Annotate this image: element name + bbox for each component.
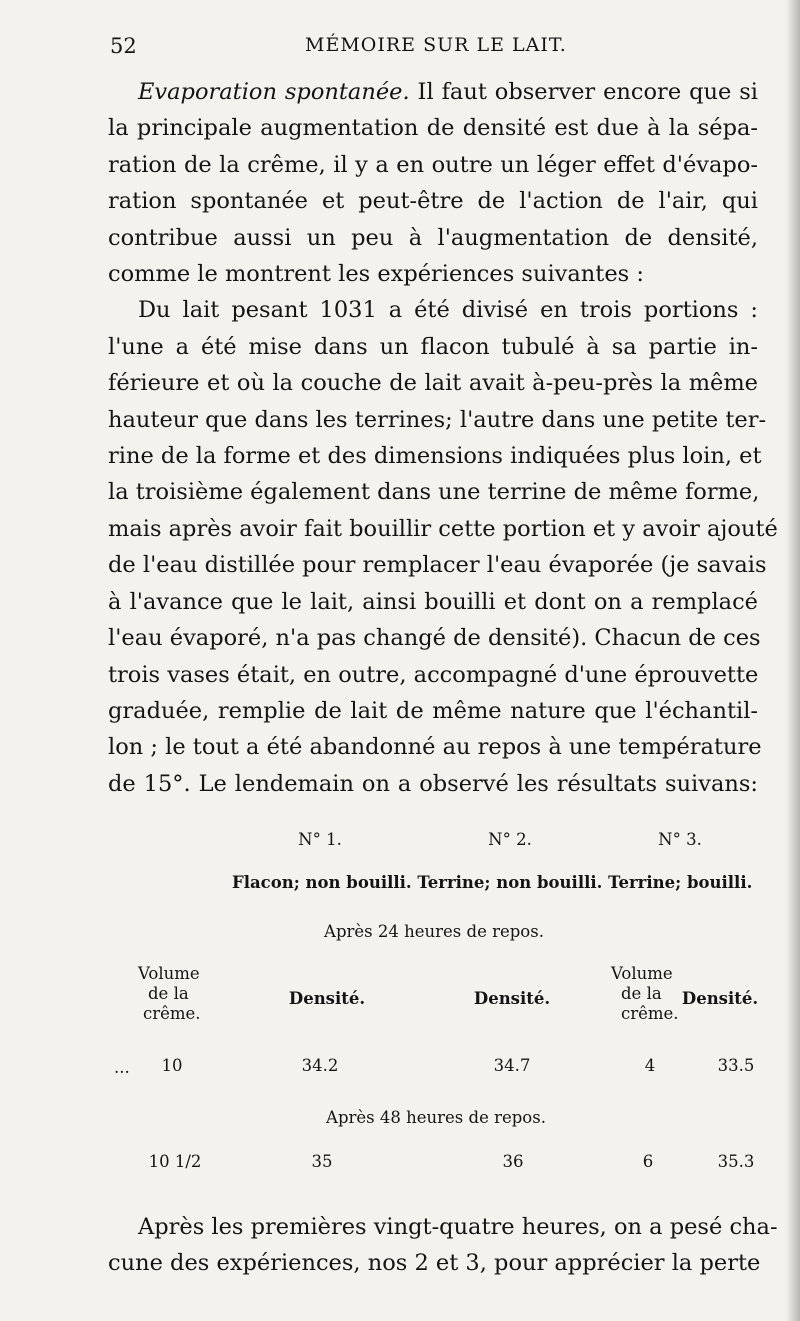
text-line: l'eau évaporé, n'a pas changé de densité). Chacun de ces (108, 625, 761, 652)
text-line: Du lait pesant 1031 a été divisé en trois portions : (138, 297, 758, 324)
text-line: ration spontanée et peut-être de l'action de l'air, qui (108, 188, 758, 215)
text-line: ration de la crême, il y a en outre un léger effet d'évapo- (108, 151, 758, 178)
header-line: crême. (621, 1004, 679, 1023)
text-line: mais après avoir fait bouillir cette portion et y avoir ajouté (108, 515, 778, 542)
table-cell: 35 (311, 1152, 333, 1171)
text-line: la troisième également dans une terrine de même forme, (108, 479, 760, 506)
text-line: Après les premières vingt-quatre heures, on a pesé cha- (138, 1214, 778, 1240)
text-line: graduée, remplie de lait de même nature que l'échantil- (108, 697, 758, 724)
header-line: Volume (138, 964, 200, 983)
page-number: 52 (110, 34, 137, 58)
text-line: lon ; le tout a été abandonné au repos à une température (108, 734, 762, 761)
text-line-rest: Il faut observer encore que si (409, 79, 758, 105)
after-48h-label: Après 48 heures de repos. (326, 1108, 546, 1127)
after-24h-label: Après 24 heures de repos. (324, 922, 544, 941)
text-line: hauteur que dans les terrines; l'autre dans une petite ter- (108, 406, 767, 433)
text-line: comme le montrent les expériences suivantes : (108, 261, 644, 288)
header-line: crême. (143, 1004, 201, 1023)
main-text (108, 74, 778, 802)
table-cell: 35.3 (717, 1152, 755, 1171)
table-cell: 33.5 (717, 1056, 755, 1075)
table-cell: 6 (642, 1152, 654, 1171)
table-cell: 10 1/2 (148, 1152, 202, 1171)
header-density-1: Densité. (288, 989, 366, 1008)
section-lead: Evaporation spontanée. (138, 79, 410, 105)
page-edge-shadow (786, 0, 800, 1321)
text-line: cune des expériences, nos 2 et 3, pour apprécier la perte (108, 1250, 761, 1277)
header-line: de la (621, 984, 662, 1003)
table-cell: 10 (161, 1056, 183, 1075)
text-line: rine de la forme et des dimensions indiquées plus loin, et (108, 443, 762, 470)
header-density-2: Densité. (473, 989, 551, 1008)
table-cell: 36 (502, 1152, 524, 1171)
page-header (110, 34, 760, 64)
row-leader: ... (114, 1058, 130, 1077)
text-line: férieure et où la couche de lait avait à-peu-près la même (108, 370, 758, 397)
text-line: la principale augmentation de densité est due à la sépa- (108, 115, 758, 142)
header-volume-3 (611, 964, 679, 1024)
column-label-1: N° 1. (298, 830, 342, 849)
text-line: trois vases était, en outre, accompagné d'une éprouvette (108, 661, 759, 688)
text-line: contribue aussi un peu à l'augmentation de densité, (108, 224, 758, 251)
closing-text (108, 1209, 778, 1282)
table-cell: 4 (644, 1056, 656, 1075)
text-line: l'une a été mise dans un flacon tubulé à sa partie in- (108, 333, 758, 360)
header-line: de la (148, 984, 189, 1003)
table-cell: 34.7 (493, 1056, 531, 1075)
text-line: de l'eau distillée pour remplacer l'eau évaporée (je savais (108, 552, 767, 579)
header-density-3: Densité. (681, 989, 759, 1008)
column-descriptions: Flacon; non bouilli. Terrine; non bouilli. Terrine; bouilli. (232, 873, 753, 892)
header-volume-1 (138, 964, 201, 1024)
text-line: de 15°. Le lendemain on a observé les résultats suivans: (108, 770, 758, 797)
header-line: Volume (611, 964, 673, 983)
table-cell: 34.2 (301, 1056, 339, 1075)
column-label-2: N° 2. (488, 830, 532, 849)
text-line (108, 74, 758, 110)
running-title: MÉMOIRE SUR LE LAIT. (305, 34, 567, 56)
column-label-3: N° 3. (658, 830, 702, 849)
text-line: à l'avance que le lait, ainsi bouilli et dont on a remplacé (108, 588, 758, 615)
